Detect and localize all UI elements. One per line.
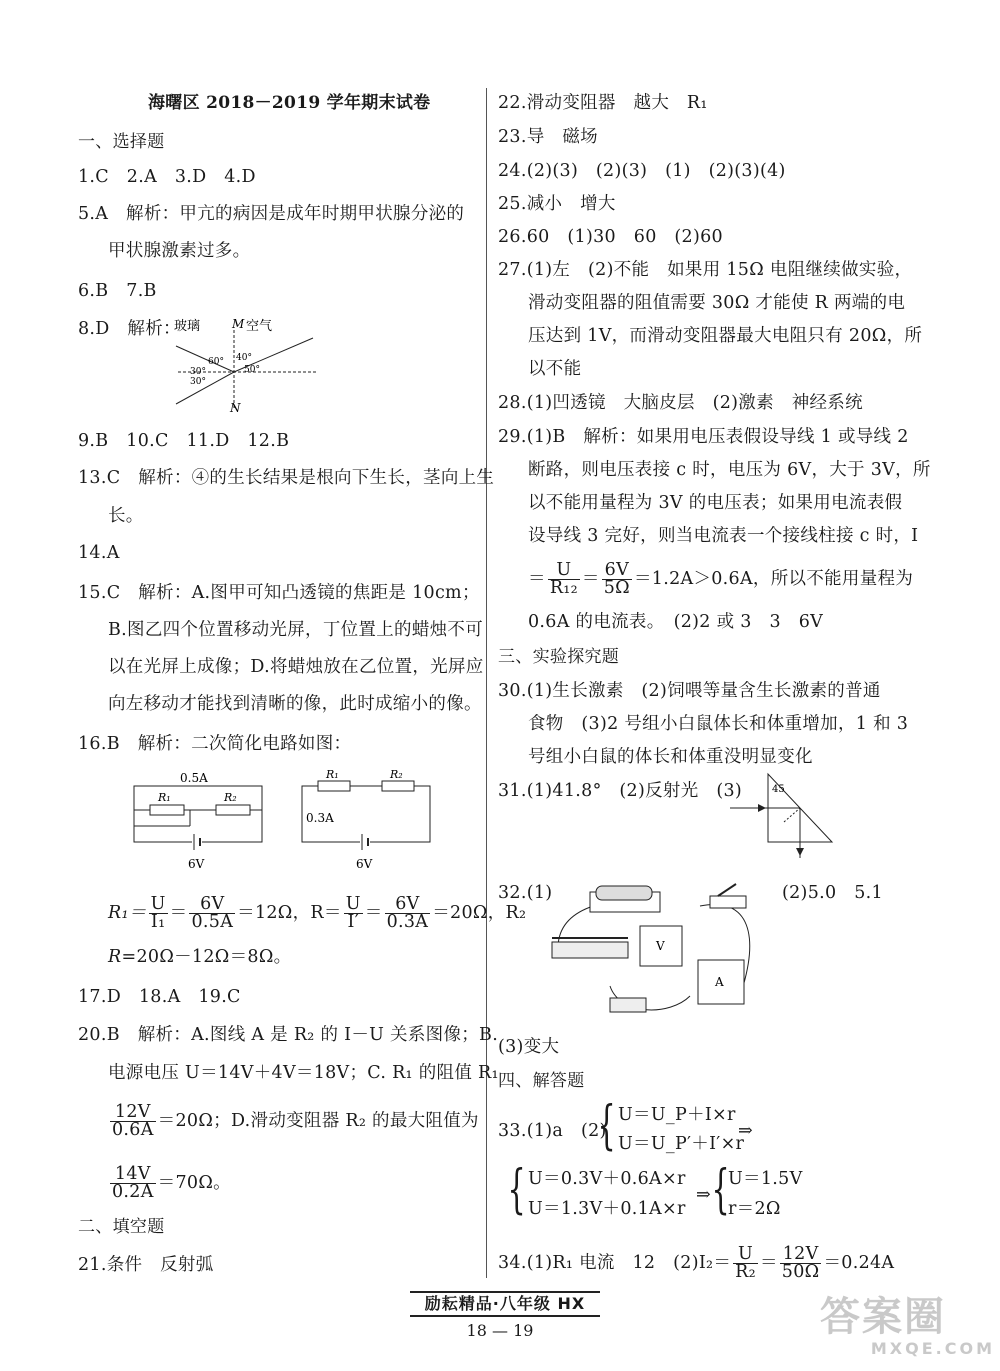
- answer-29-line6: 0.6A 的电流表。 (2)2 或 3 3 6V: [528, 612, 824, 632]
- current-label-1: 0.5A: [180, 771, 208, 785]
- voltmeter-label: V: [656, 939, 665, 953]
- answer-5-line2: 甲状腺激素过多。: [108, 241, 251, 261]
- answer-20-line4: [108, 1166, 231, 1201]
- frac-num: U: [345, 894, 361, 914]
- answer-33: 33.(1)a (2): [498, 1121, 607, 1141]
- answer-24: 24.(2)(3) (2)(3) (1) (2)(3)(4): [498, 161, 786, 181]
- watermark-url: MXQE.COM: [870, 1339, 995, 1358]
- frac-den: 0.3A: [386, 912, 429, 932]
- section-experiment: 三、实验探究题: [498, 647, 620, 667]
- refraction-diagram: [168, 316, 328, 416]
- glass-label: 玻璃: [174, 319, 201, 334]
- formula-eq2: ＝: [364, 903, 383, 923]
- watermark-text: 答案圈: [820, 1294, 946, 1340]
- formula-16-result: R=20Ω－12Ω＝8Ω。: [108, 947, 292, 967]
- fraction-14v-02a: [110, 1166, 156, 1201]
- resistor-r1: [150, 805, 184, 815]
- battery-cells: [596, 886, 652, 900]
- answer-30-line3: 号组小白鼠的体长和体重没明显变化: [528, 747, 813, 767]
- circuit-diagram-1: [130, 770, 270, 876]
- page-title: 海曙区 2018－2019 学年期末试卷: [148, 93, 431, 113]
- answer-8: 8.D 解析：: [78, 319, 181, 339]
- page-number: 18 — 19: [466, 1321, 534, 1340]
- answer-27-line3: 压达到 1V，而滑动变阻器最大电阻只有 20Ω，所: [528, 326, 923, 346]
- answer-1-4: 1.C 2.A 3.D 4.D: [78, 167, 256, 187]
- formula-eq: ＝: [169, 903, 188, 923]
- section-solve: 四、解答题: [498, 1071, 585, 1091]
- frac-num: 12V: [780, 1246, 822, 1264]
- resistor-r1b: [318, 781, 350, 791]
- fraction-6v-05a: [189, 896, 235, 931]
- frac-num: 6V: [189, 896, 235, 914]
- answer-5-line1: 5.A 解析：甲亢的病因是成年时期甲状腺分泌的: [78, 204, 465, 224]
- answer-13-line2: 长。: [108, 506, 144, 526]
- air-label: 空气: [246, 319, 273, 334]
- answer-17-19: 17.D 18.A 19.C: [78, 987, 241, 1007]
- frac-num: U: [150, 894, 166, 914]
- arrow-2: ⇒: [696, 1185, 711, 1205]
- frac-den: R₁₂: [549, 578, 578, 598]
- fraction-12v-50ohm: [780, 1246, 822, 1281]
- resistor-component: [610, 998, 646, 1012]
- answer-20-line3: [108, 1104, 479, 1139]
- dashed-normal: [784, 808, 800, 822]
- frac-num: U: [733, 1246, 758, 1264]
- answer-22: 22.滑动变阻器 越大 R₁: [498, 93, 708, 113]
- angle-60: 60°: [208, 357, 224, 367]
- answer-20-line2: 电源电压 U＝14V＋4V＝18V；C. R₁ 的阻值 R₁: [108, 1063, 499, 1083]
- resistor-r2: [216, 805, 250, 815]
- answer-20-line3-text: ＝20Ω；D.滑动变阻器 R₂ 的最大阻值为: [157, 1111, 479, 1131]
- answer-34: 34.(1)R₁ 电流 12 (2)I₂＝ $\frac{U}{\text{R₂}}$ ＝ $\frac{12V}{50\Omega}$ ＝0.24A: [498, 1244, 895, 1282]
- answer-15-line2: B.图乙四个位置移动光屏，丁位置上的蜡烛不可: [108, 620, 484, 640]
- brace-2: {: [507, 1160, 526, 1220]
- answer-25: 25.减小 增大: [498, 194, 616, 214]
- answer-34-tail: ＝0.24A: [823, 1253, 895, 1273]
- answer-28: 28.(1)凹透镜 大脑皮层 (2)激素 神经系统: [498, 393, 863, 413]
- answer-20-line1: 20.B 解析：A.图线 A 是 R₂ 的 I－U 关系图像；B.: [78, 1025, 499, 1045]
- brace-1: {: [597, 1096, 616, 1156]
- answer-23: 23.导 磁场: [498, 127, 598, 147]
- rheostat-body: [552, 942, 628, 958]
- frac-den: 5Ω: [603, 578, 630, 598]
- answer-32-part3: (3)变大: [498, 1037, 560, 1057]
- frac-den: 0.5A: [191, 912, 234, 932]
- answer-9-12: 9.B 10.C 11.D 12.B: [78, 431, 290, 451]
- answer-29-line5-text: ＝1.2A＞0.6A，所以不能用量程为: [633, 569, 914, 589]
- fraction-u-r2: [733, 1246, 758, 1281]
- voltage-label-2: 6V: [356, 857, 373, 871]
- eq-33-6: r＝2Ω: [728, 1199, 781, 1219]
- answer-15-line1: 15.C 解析：A.图甲可知凸透镜的焦距是 10cm；: [78, 583, 480, 603]
- frac-num: 12V: [110, 1104, 156, 1122]
- angle-40: 40°: [236, 353, 252, 363]
- arrow-head-1: [758, 804, 766, 812]
- answer-29-line2: 断路，则电压表接 c 时，电压为 6V，大于 3V，所: [528, 460, 931, 480]
- fraction-u-r12: [548, 562, 580, 597]
- voltage-label-1: 6V: [188, 857, 205, 871]
- answer-27-line4: 以不能: [528, 359, 582, 379]
- frac-num: 6V: [385, 896, 431, 914]
- m-label: M: [232, 317, 245, 331]
- angle-30b: 30°: [190, 377, 206, 387]
- r1-label: R₁: [158, 791, 171, 804]
- formula-r1: R₁＝: [108, 903, 147, 923]
- answer-31: 31.(1)41.8° (2)反射光 (3): [498, 781, 743, 801]
- prism-diagram: [728, 772, 838, 862]
- answer-21: 21.条件 反射弧: [78, 1255, 214, 1275]
- answer-29-line1: 29.(1)B 解析：如果用电压表假设导线 1 或导线 2: [498, 427, 909, 447]
- answer-32-part2: (2)5.0 5.1: [782, 883, 883, 903]
- frac-den: 0.6A: [112, 1120, 154, 1140]
- n-label: N: [230, 401, 241, 415]
- r1b-label: R₁: [326, 770, 339, 781]
- eq-33-1: U＝U_P＋I×r: [618, 1105, 736, 1125]
- formula-12-r: ＝12Ω，R＝: [237, 903, 342, 923]
- column-divider: [486, 88, 487, 1278]
- watermark-logo: [820, 1295, 995, 1365]
- answer-27-line2: 滑动变阻器的阻值需要 30Ω 才能使 R 两端的电: [528, 293, 906, 313]
- r2-label: R₂: [224, 791, 237, 804]
- answer-32: 32.(1): [498, 883, 553, 903]
- frac-den: I₁: [150, 912, 166, 932]
- eq-33-5: U＝1.5V: [728, 1169, 803, 1189]
- frac-num: U: [548, 562, 580, 580]
- resistor-r2b: [382, 781, 414, 791]
- current-label-2: 0.3A: [306, 811, 334, 825]
- angle-50: 50°: [244, 365, 260, 375]
- brace-3: {: [711, 1160, 730, 1220]
- switch-lever: [718, 884, 736, 896]
- answer-30-line1: 30.(1)生长激素 (2)饲喂等量含生长激素的普通: [498, 681, 881, 701]
- formula-16: [108, 896, 526, 931]
- fraction-12v-06a: [110, 1104, 156, 1139]
- frac-num: 6V: [602, 562, 632, 580]
- frac-num: 14V: [110, 1166, 156, 1184]
- section-fill: 二、填空题: [78, 1217, 165, 1237]
- frac-den: 0.2A: [112, 1182, 154, 1202]
- frac-den: R₂: [735, 1262, 756, 1282]
- ammeter-label: A: [715, 975, 724, 989]
- eq-33-3: U＝0.3V＋0.6A×r: [528, 1169, 686, 1189]
- formula-20-r2: ＝20Ω，R₂: [432, 903, 527, 923]
- answer-20-line4-text: ＝70Ω。: [157, 1173, 231, 1193]
- answer-26: 26.60 (1)30 60 (2)60: [498, 227, 723, 247]
- answer-34-text: 34.(1)R₁ 电流 12 (2)I₂＝: [498, 1253, 732, 1273]
- fraction-u-iprime: [344, 896, 363, 931]
- switch-base: [710, 896, 746, 908]
- answer-29-line3: 以不能用量程为 3V 的电压表；如果用电流表假: [528, 493, 903, 513]
- r2b-label: R₂: [390, 770, 403, 781]
- brand-footer: 励耘精品·八年级 HX: [410, 1291, 600, 1317]
- prism-angle: 45: [772, 784, 785, 795]
- answer-29-line5: ＝ $\frac{U}{\text{R₁₂}}$ ＝ $\frac{6V}{5\Omega}$ ＝1.2A＞0.6A，所以不能用量程为: [528, 560, 914, 598]
- answer-15-line3: 以在光屏上成像；D.将蜡烛放在乙位置，光屏应: [108, 657, 484, 677]
- apparatus-diagram: [550, 876, 776, 1026]
- fraction-u-i1: [149, 896, 168, 931]
- answer-6-7: 6.B 7.B: [78, 281, 157, 301]
- angle-30a: 30°: [190, 367, 206, 377]
- fraction-6v-03a: [385, 896, 431, 931]
- answer-30-line2: 食物 (3)2 号组小白鼠体长和体重增加，1 和 3: [528, 714, 909, 734]
- fraction-6v-5ohm: [602, 562, 632, 597]
- answer-15-line4: 向左移动才能找到清晰的像，此时成缩小的像。: [108, 694, 482, 714]
- result-text: =20Ω－12Ω＝8Ω。: [121, 947, 292, 967]
- answer-27-line1: 27.(1)左 (2)不能 如果用 15Ω 电阻继续做实验，: [498, 260, 913, 280]
- eq-33-4: U＝1.3V＋0.1A×r: [528, 1199, 686, 1219]
- arrow-1: ⇒: [738, 1121, 753, 1141]
- answer-29-line4: 设导线 3 完好，则当电流表一个接线柱接 c 时，I: [528, 526, 919, 546]
- arrow-head-2: [796, 848, 804, 856]
- eq-33-2: U＝U_P′＋I′×r: [618, 1134, 745, 1154]
- answer-16: 16.B 解析：二次简化电路如图：: [78, 734, 352, 754]
- answer-14: 14.A: [78, 543, 120, 563]
- section-choice: 一、选择题: [78, 132, 165, 152]
- frac-den: I′: [347, 912, 359, 932]
- answer-13-line1: 13.C 解析：④的生长结果是根向下生长，茎向上生: [78, 468, 495, 488]
- frac-den: 50Ω: [781, 1262, 820, 1282]
- circuit-diagram-2: [298, 770, 438, 876]
